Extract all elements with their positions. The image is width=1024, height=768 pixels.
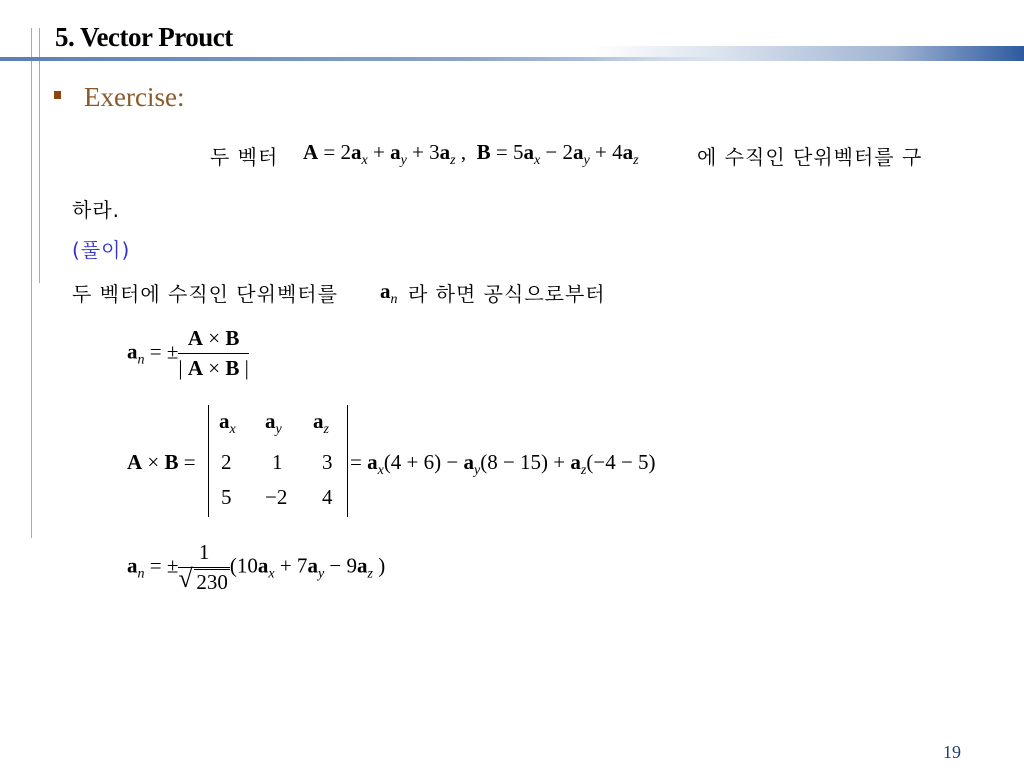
matrix-cell-ax: $a_x$ bbox=[219, 409, 236, 437]
cross-product-lhs: A × B = bbox=[127, 450, 196, 474]
solution-label: (풀이) bbox=[72, 238, 131, 262]
matrix-cell-22: 1 bbox=[272, 450, 283, 474]
solution-line3-prefix: 두 벡터에 수직인 단위벡터를 bbox=[72, 282, 338, 306]
matrix-cell-31: 5 bbox=[221, 485, 232, 509]
solution-line3-suffix: 라 하면 공식으로부터 bbox=[408, 282, 606, 306]
matrix-cell-ay: $a_y$ bbox=[265, 409, 282, 437]
determinant-matrix bbox=[208, 405, 348, 517]
final-answer: $a_n$ = ± 1 √ 230 ($10a_x + 7a_y - 9a_z$ ) bbox=[127, 540, 386, 594]
left-vertical-line-outer bbox=[31, 28, 32, 538]
matrix-cell-az: $a_z$ bbox=[313, 409, 329, 437]
problem-line1-suffix: 에 수직인 단위벡터를 구 bbox=[697, 145, 923, 169]
matrix-cell-33: 4 bbox=[322, 485, 333, 509]
problem-line1-prefix: 두 벡터 bbox=[210, 145, 279, 169]
problem-line2: 하라. bbox=[72, 198, 120, 222]
slide-title: 5. Vector Prouct bbox=[55, 22, 233, 52]
left-vertical-line-inner bbox=[39, 28, 40, 283]
page-number: 19 bbox=[943, 742, 961, 762]
square-bullet-icon bbox=[54, 91, 61, 99]
matrix-cell-21: 2 bbox=[221, 450, 232, 474]
vectors-equation: $A = 2a_x + a_y + 3a_z$ , $B = 5a_x - 2a_y + 4a_z$ bbox=[303, 140, 639, 168]
unit-vector-symbol: $a_n$ bbox=[380, 279, 398, 307]
header-accent-bar bbox=[590, 46, 1024, 61]
unit-vector-formula: $a_n$ = ± $\frac{A \times B}{| A \times B |}$ bbox=[127, 326, 249, 380]
matrix-cell-23: 3 bbox=[322, 450, 333, 474]
matrix-cell-32: −2 bbox=[265, 485, 288, 509]
exercise-label: Exercise: bbox=[84, 82, 185, 112]
cross-product-expansion: = $a_x(4 + 6) - a_y(8 - 15) + a_z(-4 - 5)$ bbox=[350, 450, 656, 478]
